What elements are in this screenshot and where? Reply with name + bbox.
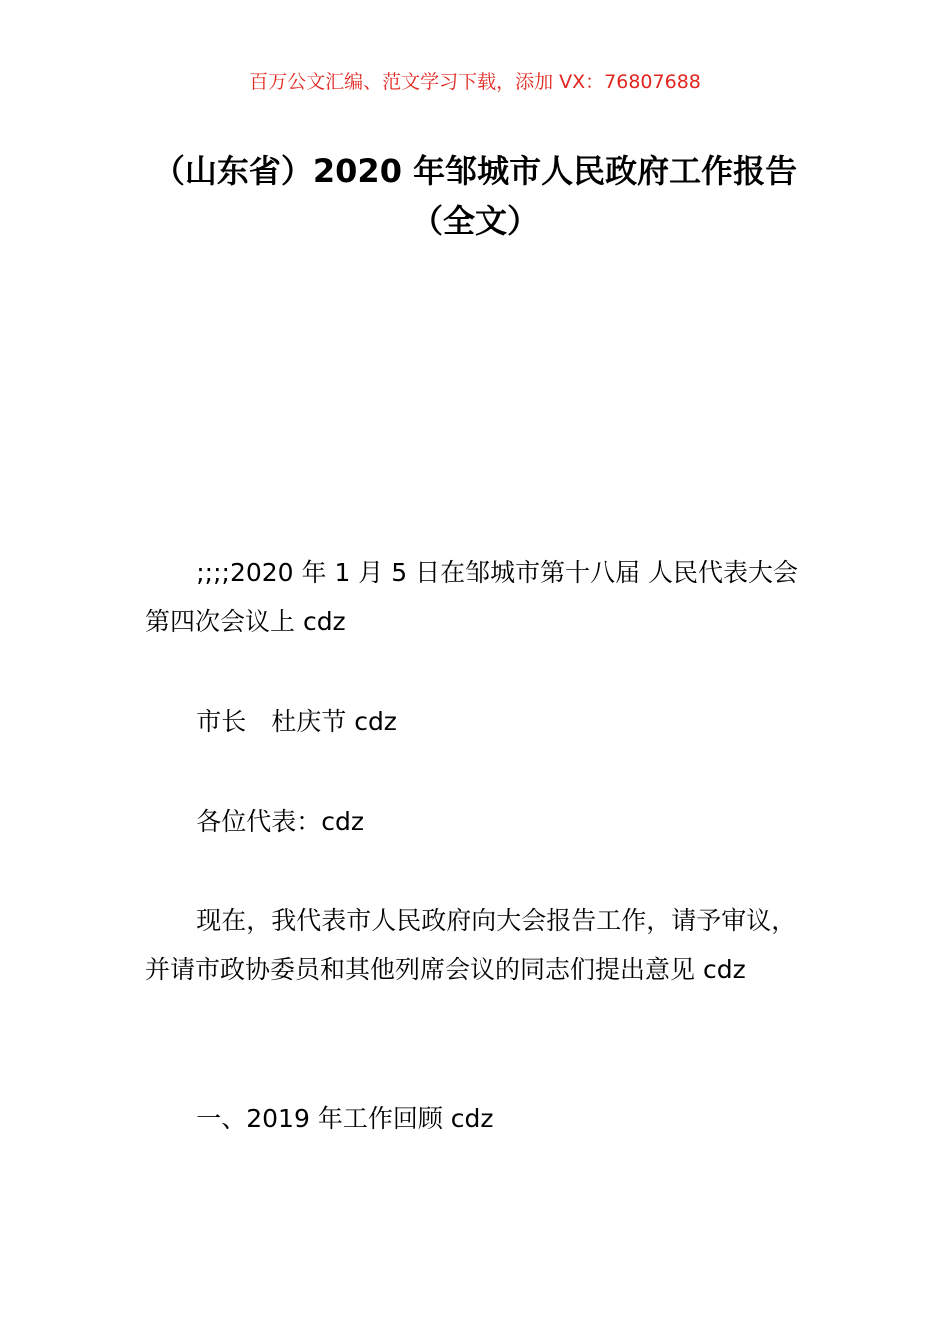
promo-header-note: 百万公文汇编、范文学习下载，添加 VX：76807688 — [249, 71, 701, 93]
document-title: （山东省）2020 年邹城市人民政府工作报告（全文） — [152, 152, 798, 240]
paragraph-intro: 现在，我代表市人民政府向大会报告工作，请予审议，并请市政协委员和其他列席会议的同志们提出意见 cdz — [145, 906, 797, 984]
section-heading-1: 一、2019 年工作回顾 cdz — [196, 1104, 494, 1133]
paragraph-date-line: ;;;;2020 年 1 月 5 日在邹城市第十八届 人民代表大会第四次会议上 cdz — [145, 558, 799, 636]
paragraph-greeting: 各位代表：cdz — [196, 807, 364, 836]
paragraph-mayor-line: 市长 杜庆节 cdz — [196, 707, 397, 736]
